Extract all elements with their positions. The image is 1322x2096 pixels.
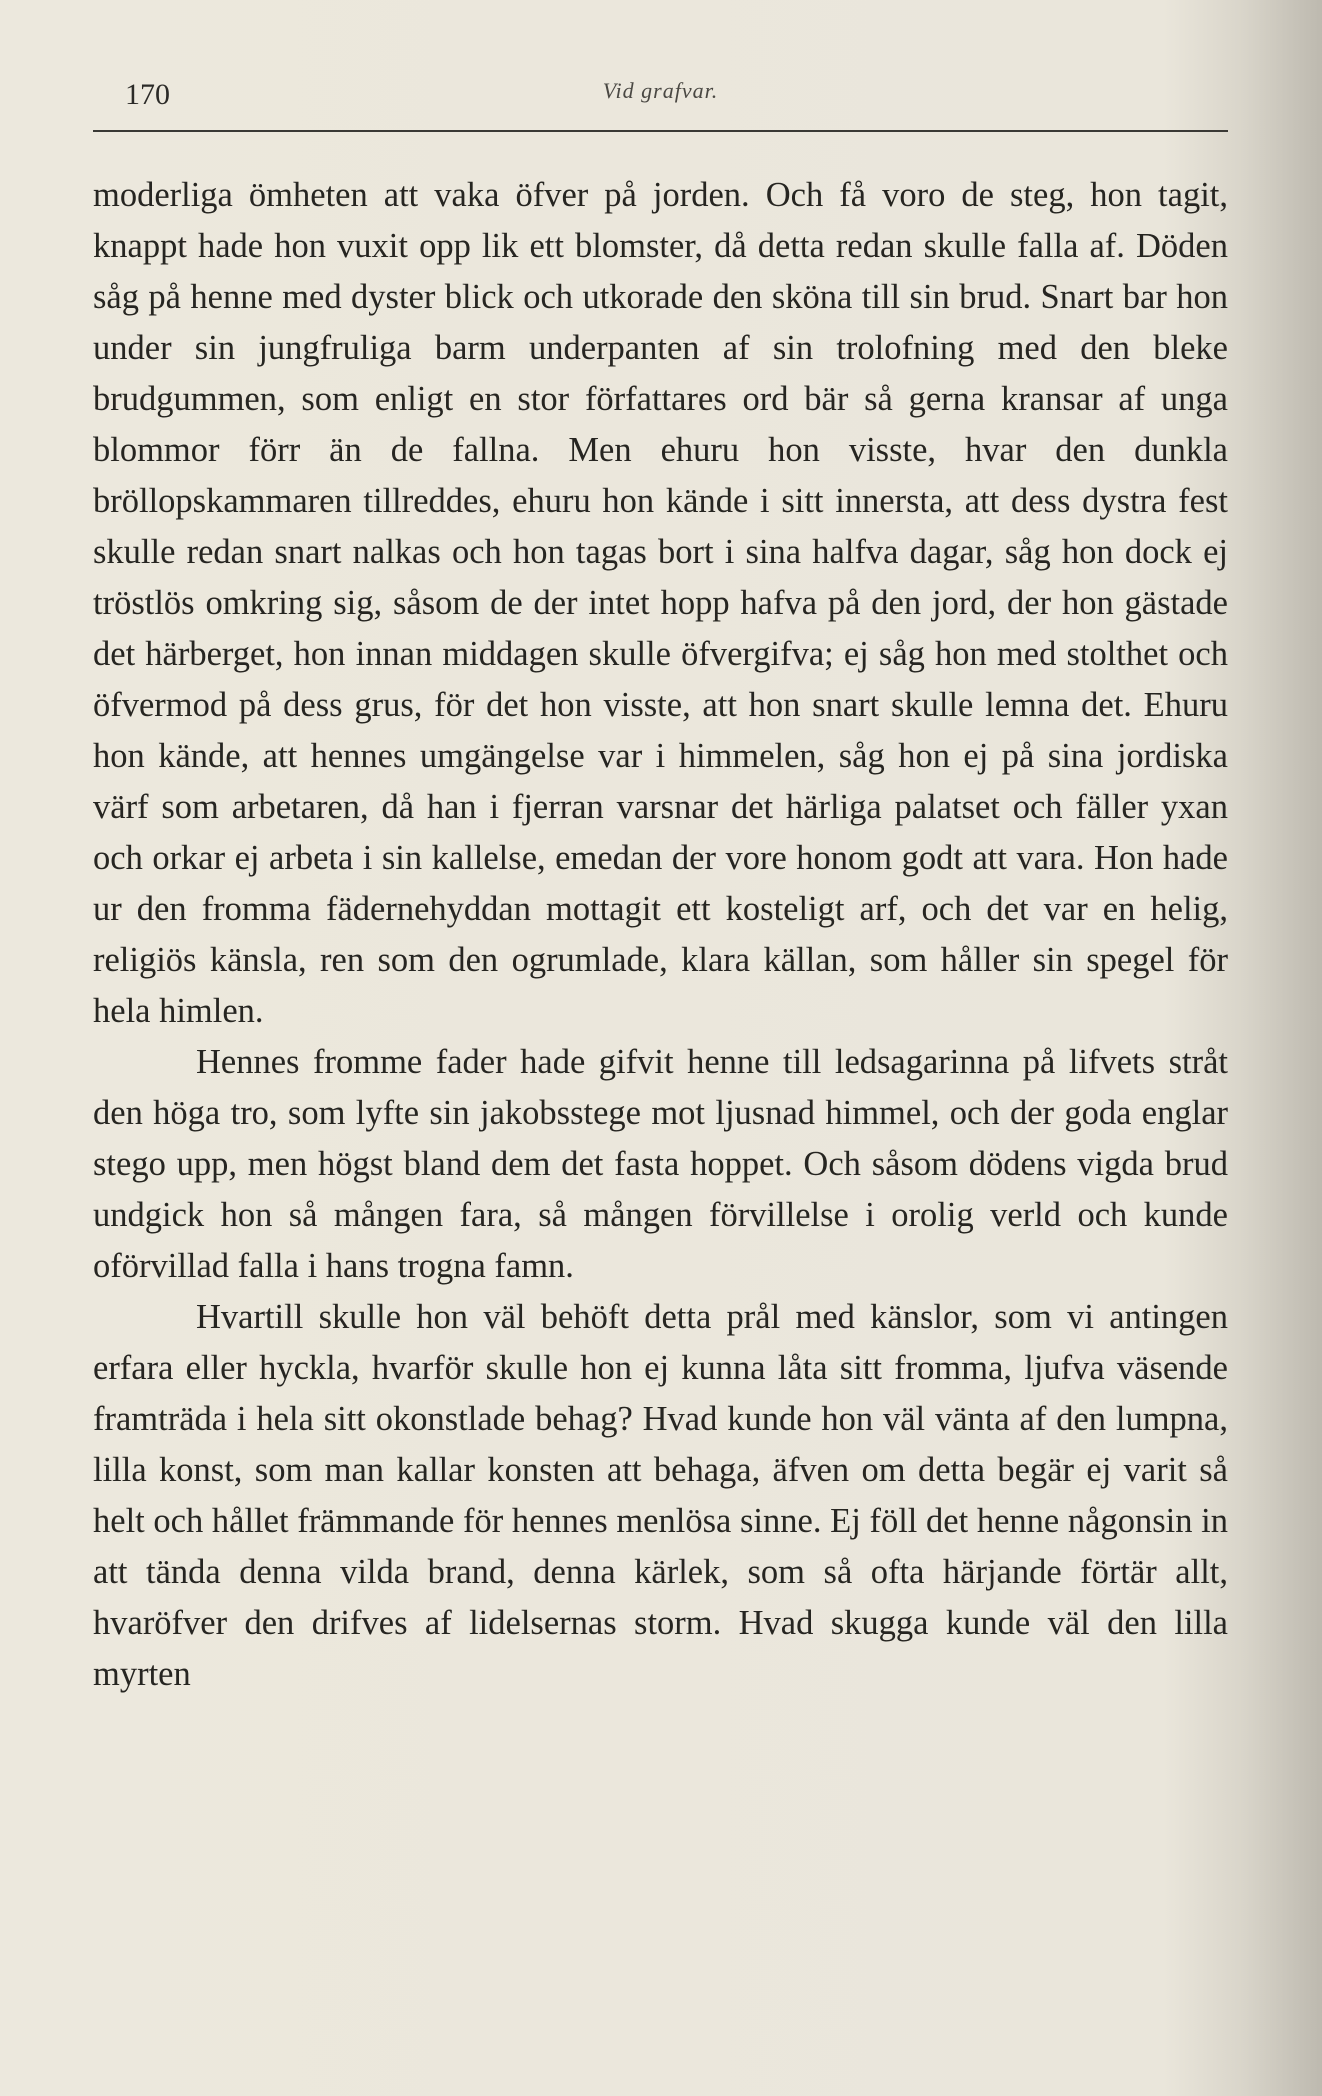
page-header	[93, 70, 1228, 120]
running-head: Vid grafvar.	[602, 78, 719, 103]
paragraph-1: moderliga ömheten att vaka öfver på jorden. Och få voro de steg, hon tagit, knappt hade hon vuxit opp lik ett blomster, då detta redan skulle falla af. Döden såg på henne med dyster blick och utkorade den sköna till sin brud. Snart bar hon under sin jungfruliga barm underpanten af sin trolofning med den bleke brudgummen, som enligt en stor författares ord bär så gerna kransar af unga blommor förr än de fallna. Men ehuru hon visste, hvar den dunkla bröllopskammaren tillreddes, ehuru hon kände i sitt innersta, att dess dystra fest skulle redan snart nalkas och hon tagas bort i sina halfva dagar, såg hon dock ej tröstlös omkring sig, såsom de der intet hopp hafva på den jord, der hon gästade det härberget, hon innan middagen skulle öfvergifva; ej såg hon med stolthet och öfvermod på dess grus, för det hon visste, att hon snart skulle lemna det. Ehuru hon kände, att hennes umgängelse var i himmelen, såg hon ej på sina jordiska värf som arbetaren, då han i fjerran varsnar det härliga palatset och fäller yxan och orkar ej arbeta i sin kallelse, emedan der vore honom godt att vara. Hon hade ur den fromma fädernehyddan mottagit ett kosteligt arf, och det var en helig, religiös känsla, ren som den ogrumlade, klara källan, som håller sin spegel för hela himlen.	[93, 176, 1228, 1030]
paragraph-2: Hennes fromme fader hade gifvit henne till ledsagarinna på lifvets stråt den höga tro, som lyfte sin jakobsstege mot ljusnad himmel, och der goda englar stego upp, men högst bland dem det fasta hoppet. Och såsom dödens vigda brud undgick hon så mången fara, så mången förvillelse i orolig verld och kunde oförvillad falla i hans trogna famn.	[93, 1043, 1228, 1285]
header-rule	[93, 130, 1228, 132]
paragraph-3: Hvartill skulle hon väl behöft detta prål med känslor, som vi antingen erfara eller hyckla, hvarför skulle hon ej kunna låta sitt fromma, ljufva väsende framträda i hela sitt okonstlade behag? Hvad kunde hon väl vänta af den lumpna, lilla konst, som man kallar konsten att behaga, äfven om detta begär ej varit så helt och hållet främmande för hennes menlösa sinne. Ej föll det henne någonsin in att tända denna vilda brand, denna kärlek, som så ofta härjande förtär allt, hvaröfver den drifves af lidelsernas storm. Hvad skugga kunde väl den lilla myrten	[93, 1298, 1228, 1693]
body-text	[93, 170, 1228, 1700]
page-number: 170	[125, 78, 170, 111]
